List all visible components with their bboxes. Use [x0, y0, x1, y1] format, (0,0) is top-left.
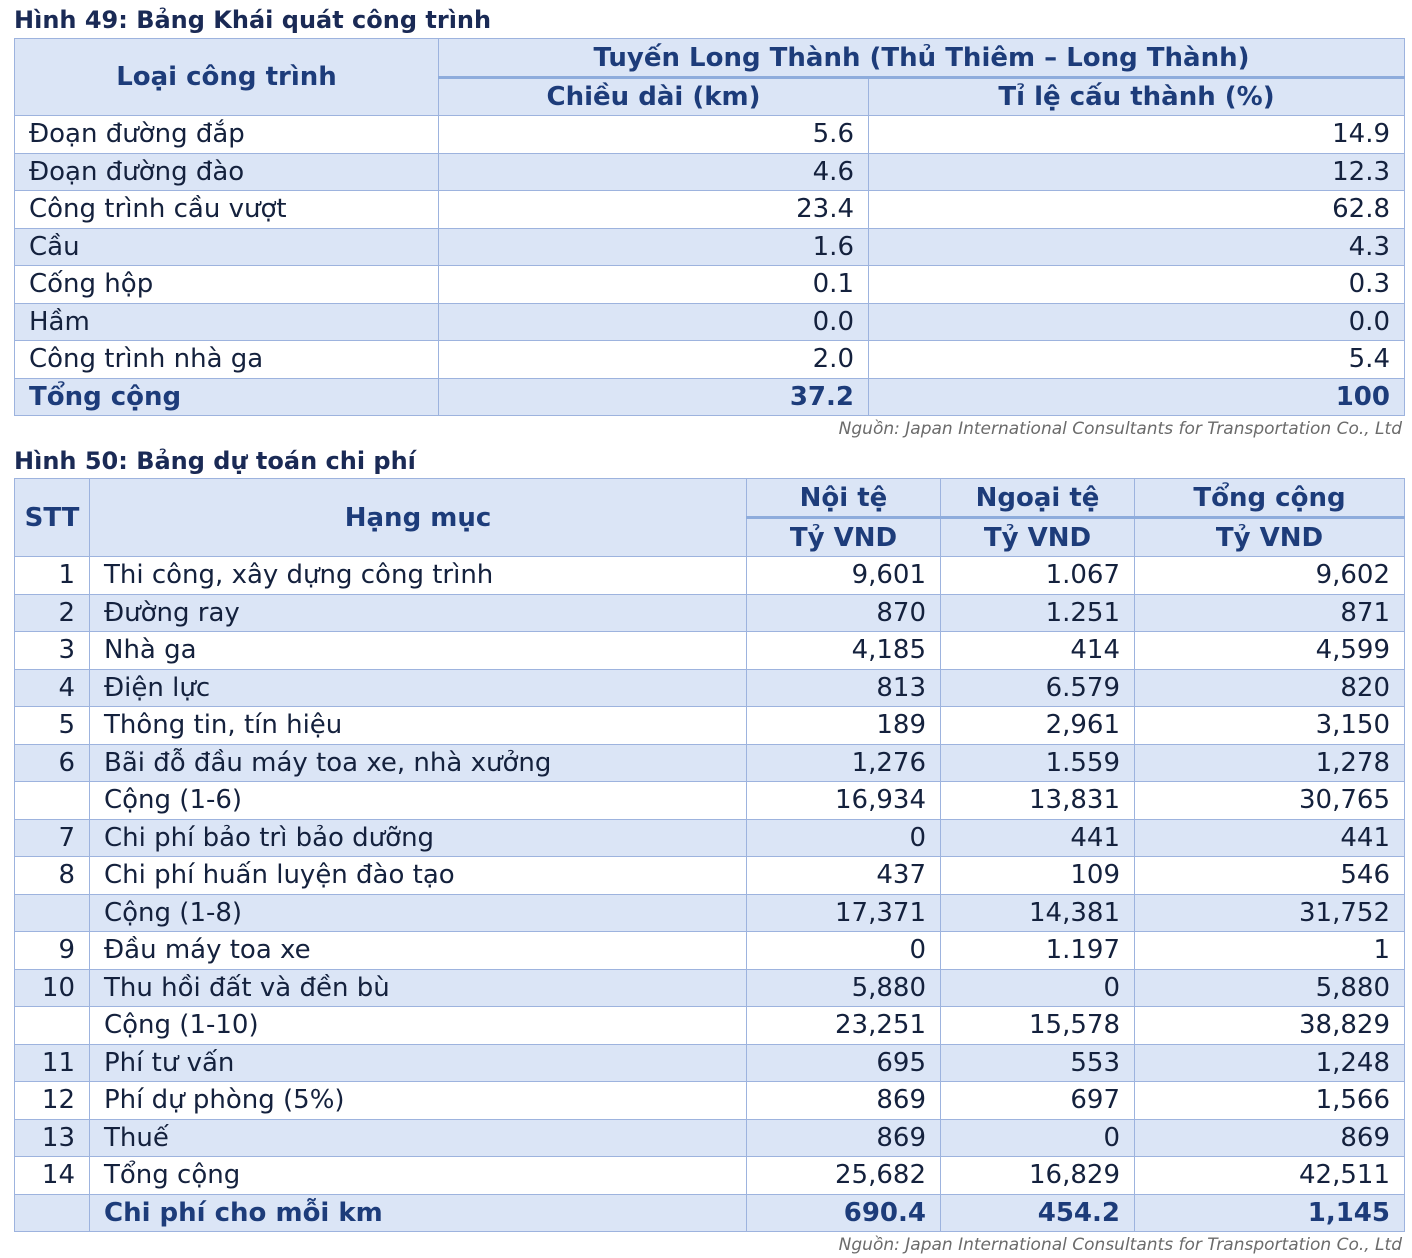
header-foreign-currency: Ngoại tệ [941, 479, 1135, 518]
header-structure-type: Loại công trình [15, 39, 439, 116]
table-row [15, 1007, 1405, 1045]
local-currency-cell: 0 [747, 932, 941, 970]
total-cell: 1,248 [1135, 1044, 1405, 1082]
local-currency-cell: 813 [747, 669, 941, 707]
table-row [15, 266, 1405, 304]
structure-type-cell: Cầu [15, 228, 439, 266]
length-cell: 23.4 [439, 191, 869, 229]
cost-per-km-total: 1,145 [1135, 1194, 1405, 1232]
cost-per-km-label: Chi phí cho mỗi km [90, 1194, 747, 1232]
length-cell: 4.6 [439, 153, 869, 191]
table-row [15, 228, 1405, 266]
foreign-currency-cell: 697 [941, 1082, 1135, 1120]
local-currency-cell: 869 [747, 1119, 941, 1157]
stt-cell [15, 894, 90, 932]
header-ratio: Tỉ lệ cấu thành (%) [869, 78, 1405, 116]
length-cell: 1.6 [439, 228, 869, 266]
ratio-cell: 5.4 [869, 341, 1405, 379]
table49-title: Hình 49: Bảng Khái quát công trình [14, 6, 492, 34]
stt-cell [15, 1194, 90, 1232]
header-length: Chiều dài (km) [439, 78, 869, 116]
total-cell: 9,602 [1135, 557, 1405, 595]
total-cell: 30,765 [1135, 782, 1405, 820]
stt-cell: 7 [15, 819, 90, 857]
stt-cell: 4 [15, 669, 90, 707]
foreign-currency-cell: 0 [941, 1119, 1135, 1157]
item-cell: Cộng (1-8) [90, 894, 747, 932]
item-cell: Cộng (1-10) [90, 1007, 747, 1045]
stt-cell: 6 [15, 744, 90, 782]
structure-type-cell: Công trình cầu vượt [15, 191, 439, 229]
table-row [15, 1119, 1405, 1157]
table49-source: Nguồn: Japan International Consultants for Transportation Co., Ltd [838, 419, 1402, 439]
ratio-cell: 62.8 [869, 191, 1405, 229]
structure-type-cell: Đoạn đường đắp [15, 116, 439, 154]
item-cell: Đường ray [90, 594, 747, 632]
table-row [15, 894, 1405, 932]
table-row [15, 632, 1405, 670]
stt-cell: 3 [15, 632, 90, 670]
ratio-cell: 4.3 [869, 228, 1405, 266]
length-cell: 0.0 [439, 303, 869, 341]
local-currency-cell: 695 [747, 1044, 941, 1082]
structure-type-cell: Công trình nhà ga [15, 341, 439, 379]
total-cell: 42,511 [1135, 1157, 1405, 1195]
local-currency-cell: 9,601 [747, 557, 941, 595]
local-currency-cell: 189 [747, 707, 941, 745]
ratio-cell: 0.0 [869, 303, 1405, 341]
length-cell: 2.0 [439, 341, 869, 379]
structure-type-cell: Đoạn đường đào [15, 153, 439, 191]
table-row [15, 116, 1405, 154]
item-cell: Nhà ga [90, 632, 747, 670]
local-currency-cell: 23,251 [747, 1007, 941, 1045]
table-row [15, 153, 1405, 191]
foreign-currency-cell: 1.197 [941, 932, 1135, 970]
foreign-currency-cell: 13,831 [941, 782, 1135, 820]
item-cell: Thi công, xây dựng công trình [90, 557, 747, 595]
table-row [15, 857, 1405, 895]
table50-source: Nguồn: Japan International Consultants for Transportation Co., Ltd [838, 1235, 1402, 1255]
table-row [15, 969, 1405, 1007]
item-cell: Thông tin, tín hiệu [90, 707, 747, 745]
item-cell: Thu hồi đất và đền bù [90, 969, 747, 1007]
table-row [15, 932, 1405, 970]
table-row [15, 557, 1405, 595]
foreign-currency-cell: 1.251 [941, 594, 1135, 632]
total-cell: 1,566 [1135, 1082, 1405, 1120]
item-cell: Chi phí huấn luyện đào tạo [90, 857, 747, 895]
stt-cell: 13 [15, 1119, 90, 1157]
local-currency-cell: 17,371 [747, 894, 941, 932]
table-row [15, 1082, 1405, 1120]
total-cell: 31,752 [1135, 894, 1405, 932]
overview-table [14, 38, 1405, 416]
foreign-currency-cell: 441 [941, 819, 1135, 857]
item-cell: Điện lực [90, 669, 747, 707]
total-ratio: 100 [869, 378, 1405, 416]
foreign-currency-cell: 414 [941, 632, 1135, 670]
table-row [15, 744, 1405, 782]
cost-per-km-foreign: 454.2 [941, 1194, 1135, 1232]
total-cell: 546 [1135, 857, 1405, 895]
length-cell: 0.1 [439, 266, 869, 304]
unit-local: Tỷ VND [747, 518, 941, 557]
table50-title: Hình 50: Bảng dự toán chi phí [14, 447, 416, 475]
length-cell: 5.6 [439, 116, 869, 154]
ratio-cell: 14.9 [869, 116, 1405, 154]
stt-cell: 8 [15, 857, 90, 895]
local-currency-cell: 869 [747, 1082, 941, 1120]
local-currency-cell: 25,682 [747, 1157, 941, 1195]
total-cell: 871 [1135, 594, 1405, 632]
table-row [15, 819, 1405, 857]
item-cell: Tổng cộng [90, 1157, 747, 1195]
item-cell: Chi phí bảo trì bảo dưỡng [90, 819, 747, 857]
header-route-group: Tuyến Long Thành (Thủ Thiêm – Long Thành) [439, 39, 1405, 78]
item-cell: Đầu máy toa xe [90, 932, 747, 970]
stt-cell: 5 [15, 707, 90, 745]
stt-cell: 11 [15, 1044, 90, 1082]
stt-cell: 14 [15, 1157, 90, 1195]
item-cell: Phí tư vấn [90, 1044, 747, 1082]
table-row [15, 594, 1405, 632]
foreign-currency-cell: 109 [941, 857, 1135, 895]
total-label: Tổng cộng [15, 378, 439, 416]
unit-foreign: Tỷ VND [941, 518, 1135, 557]
table-row [15, 1044, 1405, 1082]
header-item: Hạng mục [90, 479, 747, 557]
table-row [15, 669, 1405, 707]
header-stt: STT [15, 479, 90, 557]
cost-per-km-row [15, 1194, 1405, 1232]
total-cell: 441 [1135, 819, 1405, 857]
stt-cell: 1 [15, 557, 90, 595]
cost-estimate-table [14, 478, 1405, 1232]
total-row [15, 378, 1405, 416]
foreign-currency-cell: 6.579 [941, 669, 1135, 707]
item-cell: Cộng (1-6) [90, 782, 747, 820]
header-total: Tổng cộng [1135, 479, 1405, 518]
table-row [15, 303, 1405, 341]
total-cell: 1 [1135, 932, 1405, 970]
foreign-currency-cell: 16,829 [941, 1157, 1135, 1195]
header-local-currency: Nội tệ [747, 479, 941, 518]
local-currency-cell: 1,276 [747, 744, 941, 782]
local-currency-cell: 16,934 [747, 782, 941, 820]
total-cell: 4,599 [1135, 632, 1405, 670]
total-cell: 1,278 [1135, 744, 1405, 782]
stt-cell: 12 [15, 1082, 90, 1120]
local-currency-cell: 437 [747, 857, 941, 895]
total-cell: 5,880 [1135, 969, 1405, 1007]
ratio-cell: 12.3 [869, 153, 1405, 191]
total-cell: 820 [1135, 669, 1405, 707]
foreign-currency-cell: 1.067 [941, 557, 1135, 595]
cost-per-km-local: 690.4 [747, 1194, 941, 1232]
foreign-currency-cell: 2,961 [941, 707, 1135, 745]
stt-cell [15, 782, 90, 820]
total-length: 37.2 [439, 378, 869, 416]
table-row [15, 1157, 1405, 1195]
total-cell: 38,829 [1135, 1007, 1405, 1045]
local-currency-cell: 0 [747, 819, 941, 857]
stt-cell: 2 [15, 594, 90, 632]
foreign-currency-cell: 1.559 [941, 744, 1135, 782]
foreign-currency-cell: 15,578 [941, 1007, 1135, 1045]
local-currency-cell: 870 [747, 594, 941, 632]
ratio-cell: 0.3 [869, 266, 1405, 304]
item-cell: Bãi đỗ đầu máy toa xe, nhà xưởng [90, 744, 747, 782]
total-cell: 3,150 [1135, 707, 1405, 745]
structure-type-cell: Hầm [15, 303, 439, 341]
table-row [15, 707, 1405, 745]
local-currency-cell: 5,880 [747, 969, 941, 1007]
item-cell: Thuế [90, 1119, 747, 1157]
stt-cell: 10 [15, 969, 90, 1007]
structure-type-cell: Cống hộp [15, 266, 439, 304]
foreign-currency-cell: 0 [941, 969, 1135, 1007]
foreign-currency-cell: 14,381 [941, 894, 1135, 932]
table-row [15, 782, 1405, 820]
foreign-currency-cell: 553 [941, 1044, 1135, 1082]
stt-cell [15, 1007, 90, 1045]
local-currency-cell: 4,185 [747, 632, 941, 670]
table-row [15, 341, 1405, 379]
unit-total: Tỷ VND [1135, 518, 1405, 557]
item-cell: Phí dự phòng (5%) [90, 1082, 747, 1120]
table-row [15, 191, 1405, 229]
stt-cell: 9 [15, 932, 90, 970]
total-cell: 869 [1135, 1119, 1405, 1157]
